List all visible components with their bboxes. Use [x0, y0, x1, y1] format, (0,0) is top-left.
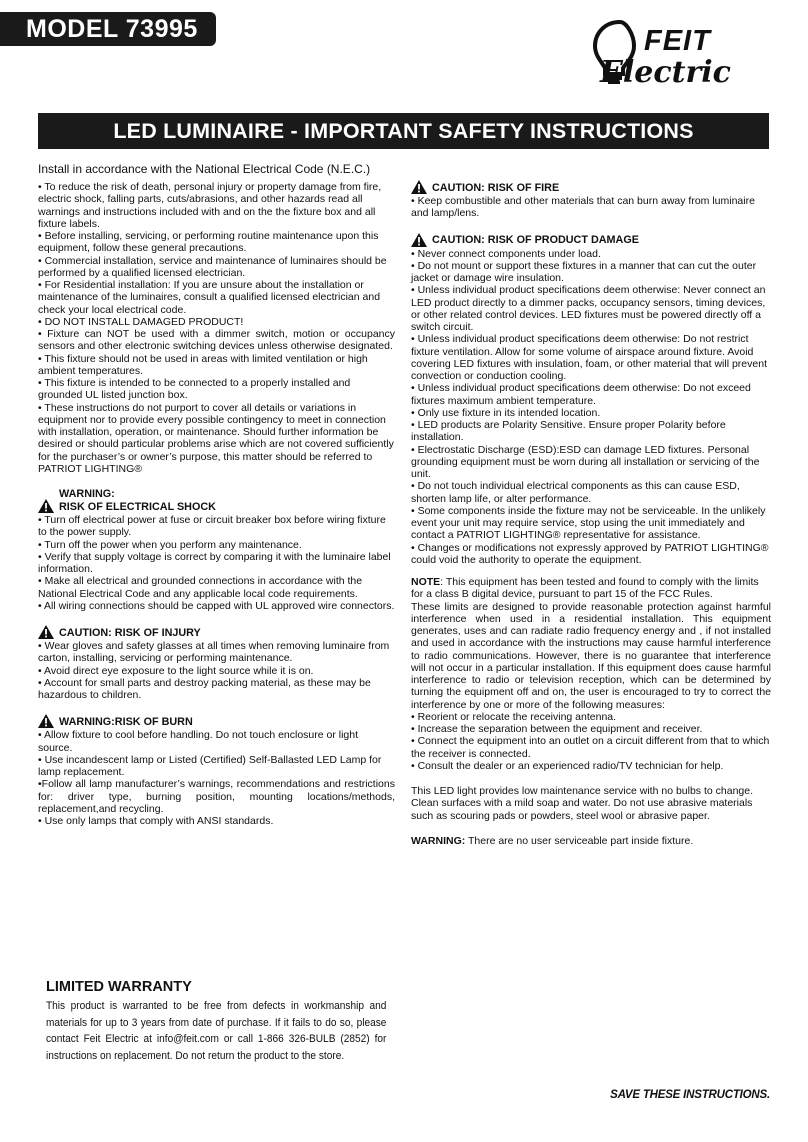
- save-instructions: SAVE THESE INSTRUCTIONS.: [610, 1089, 770, 1101]
- shock-heading-title: RISK OF ELECTRICAL SHOCK: [59, 500, 216, 513]
- damage-item: • Changes or modifications not expressly approved by PATRIOT LIGHTING® could void the authority to operate the equipment.: [411, 541, 769, 566]
- burn-item: • Use incandescent lamp or Listed (Certified) Self-Ballasted LED Lamp for lamp replacement.: [38, 753, 382, 778]
- warning-triangle-icon: [411, 233, 427, 247]
- injury-item: • Wear gloves and safety glasses at all times when removing luminaire from carton, installing, servicing or performing maintenance.: [38, 640, 390, 665]
- general-item: • These instructions do not purport to cover all details or variations in equipment nor to provide every possible contingency to meet in connection with installation, operation, or maintenance. Should further information be desired or should particular problems arise which are not covered sufficiently for the purchaser’s or owner’s purpose, this matter should be referred to PATRIOT LIGHTING®: [38, 401, 394, 475]
- measure-item: • Increase the separation between the equipment and receiver.: [411, 723, 703, 735]
- injury-item: • Avoid direct eye exposure to the light source while it is on.: [38, 664, 314, 677]
- fcc-note: [411, 576, 771, 601]
- shock-item: • Turn off the power when you perform any maintenance.: [38, 538, 302, 551]
- page-title: LED LUMINAIRE - IMPORTANT SAFETY INSTRUCTIONS: [38, 113, 769, 149]
- damage-item: • Do not mount or support these fixtures in a manner that can cut the outer jacket or damage wire insulation.: [411, 259, 757, 284]
- note-label: NOTE: [411, 576, 441, 588]
- shock-item: • All wiring connections should be capped with UL approved wire connectors.: [38, 599, 395, 612]
- measure-item: • Reorient or relocate the receiving antenna.: [411, 710, 617, 723]
- fire-heading-title: CAUTION: RISK OF FIRE: [432, 181, 560, 194]
- general-item: • This fixture should not be used in areas with limited ventilation or high ambient temperatures.: [38, 352, 368, 377]
- fire-heading: [411, 180, 771, 194]
- damage-item: • Some components inside the fixture may not be serviceable. In the unlikely event your unit may require service, stop using the unit immediately and contact a PATRIOT LIGHTING® representative for assistance.: [411, 504, 766, 542]
- shock-item: • Verify that supply voltage is correct by comparing it with the luminaire label information.: [38, 550, 391, 575]
- damage-item: • Never connect components under load.: [411, 247, 601, 260]
- general-item: • This fixture is intended to be connected to a properly installed and grounded UL listed junction box.: [38, 377, 351, 402]
- damage-item: • Only use fixture in its intended location.: [411, 406, 601, 419]
- burn-heading: [38, 714, 395, 728]
- final-warning-text: There are no user serviceable part inside fixture.: [465, 834, 694, 847]
- warranty-section: [46, 978, 386, 1064]
- burn-heading-title: WARNING:RISK OF BURN: [59, 715, 193, 728]
- maintenance-text: This LED light provides low maintenance service with no bulbs to change. Clean surfaces with a mild soap and water. Do not use abrasive materials such as scouring pads or powders, steel wool or abrasive paper.: [411, 785, 754, 822]
- warning-triangle-icon: [38, 625, 54, 639]
- bulb-logo-icon: [592, 18, 782, 88]
- warranty-title: LIMITED WARRANTY: [46, 979, 192, 995]
- damage-heading-title: CAUTION: RISK OF PRODUCT DAMAGE: [432, 234, 639, 246]
- shock-heading-label: WARNING:: [59, 488, 115, 500]
- measure-item: • Consult the dealer or an experienced radio/TV technician for help.: [411, 759, 724, 772]
- measure-item: • Connect the equipment into an outlet on a circuit different from that to which the receiver is connected.: [411, 735, 770, 760]
- damage-heading: [411, 233, 771, 247]
- general-item: • To reduce the risk of death, personal injury or property damage from fire, electric shock, falling parts, cuts/abrasions, and other hazards read all warnings and instructions included with and on the the fixture box and all fixture labels.: [38, 181, 382, 230]
- burn-item: •Follow all lamp manufacturer’s warnings, recommendations and restrictions for: driver type, burning position, mounting locations/methods, replacement,and recycling.: [38, 778, 395, 815]
- right-column: [411, 180, 771, 847]
- damage-item: • Do not touch individual electrical components as this can cause ESD, shorten lamp life, or alter performance.: [411, 480, 740, 505]
- final-warning-label: WARNING:: [411, 834, 466, 847]
- general-item: • Before installing, servicing, or performing routine maintenance upon this equipment, follow these general precautions.: [38, 230, 379, 255]
- shock-heading: [38, 488, 395, 513]
- model-number: MODEL 73995: [26, 15, 198, 43]
- burn-item: • Allow fixture to cool before handling. Do not touch enclosure or light source.: [38, 729, 359, 754]
- left-column: [38, 162, 395, 827]
- warranty-text: This product is warranted to be free from defects in workmanship and materials for up to 3 years from date of purchase. If it fails to do so, please contact Feit Electric at info@feit.com or call 1-866 326-BULB (2852) for instructions on replacement. Do not return the product to the store.: [46, 1000, 387, 1062]
- injury-item: • Account for small parts and destroy packing material, as these may be hazardous to children.: [38, 676, 371, 701]
- general-item: • Fixture can NOT be used with a dimmer switch, motion or occupancy sensors and other electronic switching devices unless otherwise designated.: [38, 328, 395, 353]
- brand-electric: Electric: [600, 55, 731, 88]
- warning-triangle-icon: [411, 180, 427, 194]
- brand-feit: FEIT: [644, 25, 711, 57]
- damage-item: • LED products are Polarity Sensitive. Ensure proper Polarity before installation.: [411, 419, 726, 444]
- damage-item: • Electrostatic Discharge (ESD):ESD can damage LED fixtures. Personal grounding equipment must be worn during all installation or servicing of the unit.: [411, 443, 760, 480]
- fcc-text: These limits are designed to provide reasonable protection against harmful interference when used in a residential installation. This equipment generates, uses and can radiate radio frequency energy and , if not installed and used in accordance with the instructions may cause harmful interference to radio communications. However, there is no guarantee that interference will not occur in a particular installation. If this equipment does cause harmful interference to radio or television reception, which can be determined by turning the equipment off and on, the user is encouraged to try to correct the interference by one or more of the following measures:: [411, 600, 771, 711]
- damage-item: • Unless individual product specifications deem otherwise: Do not exceed fixtures maximum ambient temperature.: [411, 382, 751, 407]
- general-item: • DO NOT INSTALL DAMAGED PRODUCT!: [38, 315, 244, 328]
- feit-electric-logo: [592, 18, 782, 88]
- shock-item: • Turn off electrical power at fuse or circuit breaker box before wiring fixture to the power supply.: [38, 514, 386, 539]
- injury-heading: [38, 625, 395, 639]
- fire-item: • Keep combustible and other materials that can burn away from luminaire and lamp/lens.: [411, 195, 755, 220]
- general-item: • For Residential installation: If you are unsure about the installation or maintenance of the luminaires, consult a qualified licensed electrician and check your local electrical code.: [38, 279, 381, 316]
- injury-heading-title: CAUTION: RISK OF INJURY: [59, 626, 201, 639]
- shock-item: • Make all electrical and grounded connections in accordance with the National Electrical Code and any applicable local code requirements.: [38, 575, 363, 600]
- damage-item: • Unless individual product specifications deem otherwise: Do not restrict fixture ventilation. Allow for some volume of airspace around fixture. Avoid covering LED fixtures with insulation, foam, or other material that will prevent convection or conduction cooling.: [411, 333, 767, 382]
- warning-triangle-icon: [38, 499, 54, 513]
- final-warning: [411, 835, 771, 847]
- note-text: : This equipment has been tested and found to comply with the limits for a class B digital device, pursuant to part 15 of the FCC Rules.: [411, 576, 759, 601]
- general-item: • Commercial installation, service and maintenance of luminaires should be performed by a qualified licensed electrician.: [38, 254, 387, 279]
- damage-item: • Unless individual product specifications deem otherwise: Never connect an LED product directly to a dimmer packs, occupancy sensors, timing devices, or other related control devices. LED fixtures must be powered directly off a switch circuit.: [411, 284, 766, 333]
- intro-text: Install in accordance with the National Electrical Code (N.E.C.): [38, 162, 371, 176]
- warning-triangle-icon: [38, 714, 54, 728]
- burn-item: • Use only lamps that comply with ANSI standards.: [38, 815, 274, 827]
